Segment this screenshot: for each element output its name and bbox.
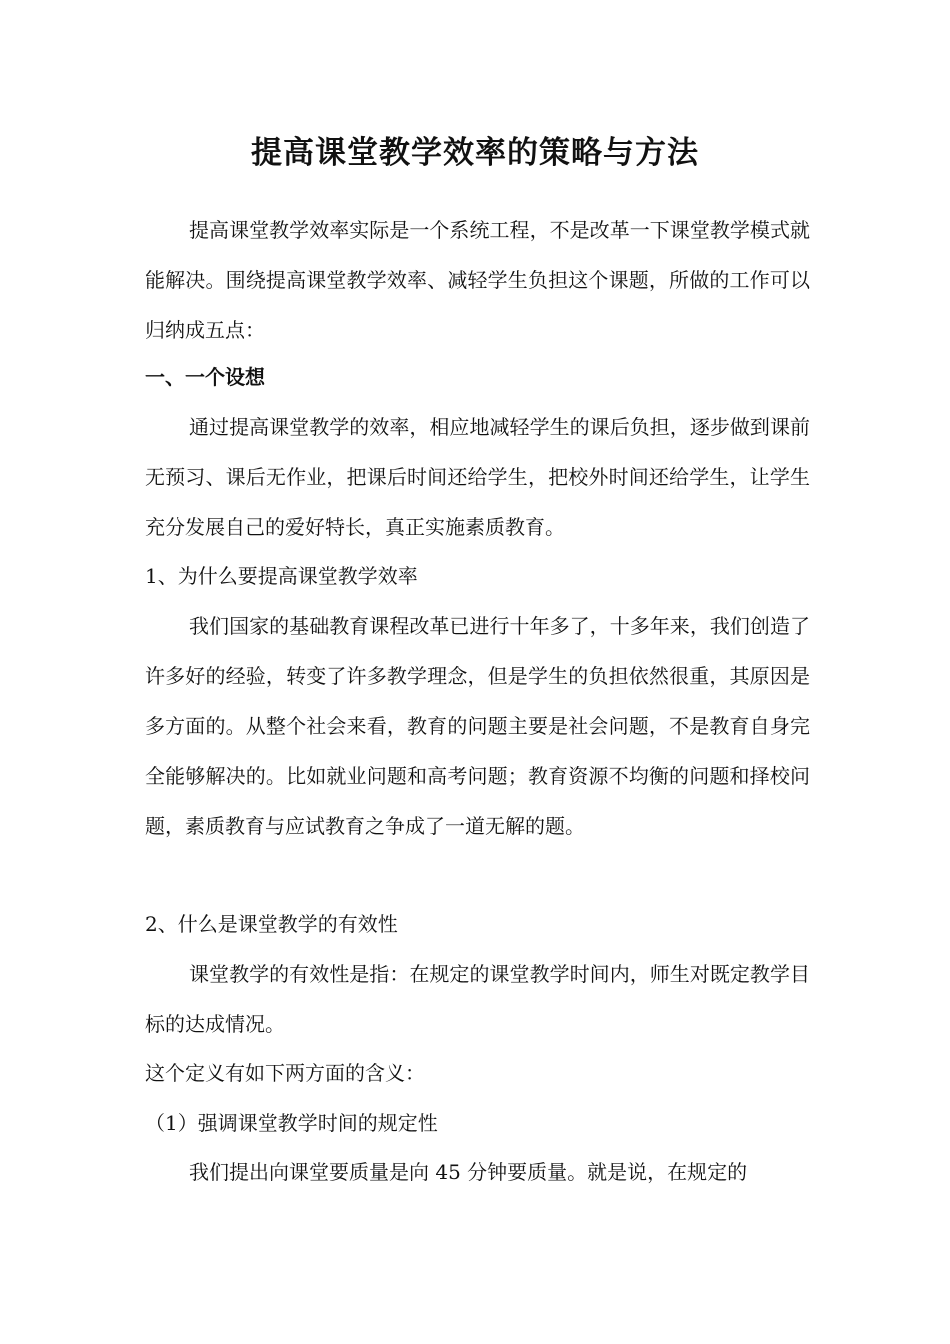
point-1-paragraph: 我们提出向课堂要质量是向 45 分钟要质量。就是说，在规定的 <box>189 1160 748 1184</box>
subheading-2-paragraph: 课堂教学的有效性是指：在规定的课堂教学时间内，师生对既定教学目标的达成情况。 <box>145 962 810 1036</box>
section-heading-1: 一、一个设想 <box>145 365 265 389</box>
point-1-heading: （1）强调课堂教学时间的规定性 <box>145 1111 438 1135</box>
definition-intro: 这个定义有如下两方面的含义： <box>145 1061 425 1085</box>
subheading-2: 2、什么是课堂教学的有效性 <box>145 912 398 936</box>
document-title: 提高课堂教学效率的策略与方法 <box>251 135 699 171</box>
subheading-1-paragraph: 我们国家的基础教育课程改革已进行十年多了，十多年来，我们创造了许多好的经验，转变了许多教学理念，但是学生的负担依然很重，其原因是多方面的。从整个社会来看，教育的问题主要是社会问题，不是教育自身完全能够解决的。比如就业问题和高考问题；教育资源不均衡的问题和择校问题，素质教育与应试教育之争成了一道无解的题。 <box>145 614 810 838</box>
subheading-1: 1、为什么要提高课堂教学效率 <box>145 564 418 588</box>
intro-paragraph: 提高课堂教学效率实际是一个系统工程，不是改革一下课堂教学模式就能解决。围绕提高课堂教学效率、减轻学生负担这个课题，所做的工作可以归纳成五点： <box>145 218 810 342</box>
section-1-paragraph: 通过提高课堂教学的效率，相应地减轻学生的课后负担，逐步做到课前无预习、课后无作业，把课后时间还给学生，把校外时间还给学生，让学生充分发展自己的爱好特长，真正实施素质教育。 <box>145 415 810 539</box>
